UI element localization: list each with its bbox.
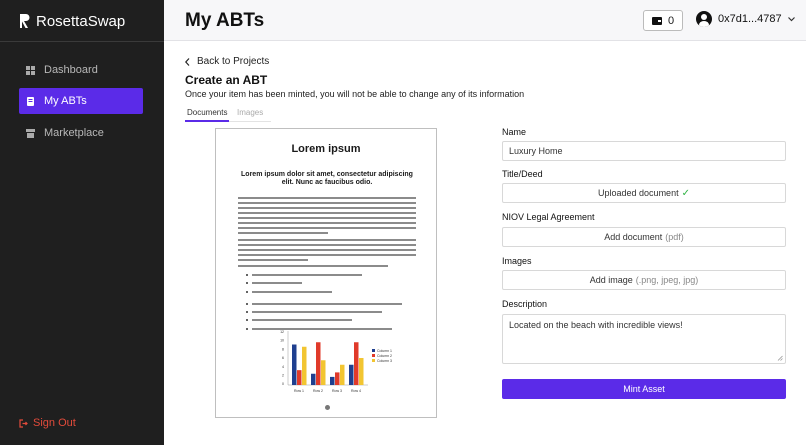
chart-y-tick-label: 12 [280,330,284,334]
text-line [252,291,332,293]
wallet-button[interactable] [643,10,683,31]
avatar-icon [696,11,712,27]
chart-x-tick-label: Row 1 [294,389,304,393]
name-label: Name [502,127,527,137]
bullet-icon [246,303,248,305]
images-upload-button[interactable] [502,270,786,290]
sidebar-item-label: My ABTs [44,95,87,107]
text-line [238,212,416,214]
text-line [252,282,302,284]
text-line [238,207,416,209]
sign-out-button[interactable] [19,417,76,429]
account-menu[interactable] [696,11,795,27]
grid-icon [26,66,35,75]
chevron-down-icon [788,17,795,22]
text-line [238,202,416,204]
chart-x-tick-label: Row 2 [313,389,323,393]
chart-y-tick-label: 10 [280,338,284,343]
legend-swatch [372,359,375,362]
preview-chart [276,329,396,397]
images-button-label: Add image [589,275,633,285]
name-input-value: Luxury Home [509,146,563,156]
chart-y-tick-label: 4 [282,364,284,369]
text-line [238,249,416,251]
text-line [238,217,416,219]
resize-grip-icon[interactable] [777,355,783,361]
sign-out-label: Sign Out [33,417,76,429]
chevron-left-icon [185,58,190,66]
text-line [252,319,352,321]
text-line [238,239,416,241]
text-line [238,244,416,246]
page-indicator-dot[interactable] [325,405,330,410]
rosettaswap-logo-icon [19,13,30,29]
tab-documents[interactable]: Documents [187,108,228,117]
description-textarea[interactable] [502,314,786,364]
document-preview [215,128,437,418]
bullet-icon [246,291,248,293]
chart-bar [302,347,307,385]
section-heading: Create an ABT [185,73,268,87]
back-link-label: Back to Projects [197,56,270,67]
chart-bar [292,345,297,386]
text-line [238,265,388,267]
images-button-hint: (.png, jpeg, jpg) [635,275,699,285]
text-line [238,232,328,234]
text-line [238,227,416,229]
sidebar-item-dashboard[interactable] [19,57,143,83]
legend-swatch [372,354,375,357]
legend-label: Column 2 [377,353,392,358]
text-line [238,222,416,224]
brand-name: RosettaSwap [36,12,126,30]
sidebar-item-my-abts[interactable] [19,88,143,114]
bullet-icon [246,282,248,284]
chart-bar [349,365,354,385]
bullet-icon [246,274,248,276]
chart-bar [359,358,364,385]
chart-y-tick-label: 8 [282,347,284,352]
wallet-icon [652,16,662,25]
preview-title: Lorem ipsum [291,143,361,155]
chart-bar [330,377,335,385]
chart-bar [354,342,359,385]
account-address: 0x7d1...4787 [718,13,782,25]
name-input[interactable] [502,141,786,161]
legend-label: Column 1 [377,348,392,353]
chart-bar [311,374,316,385]
brand[interactable] [19,10,125,32]
top-bar [164,0,806,41]
tab-bar [185,106,271,122]
bullet-icon [246,311,248,313]
wallet-count: 0 [667,14,675,27]
checkmark-icon: ✓ [681,187,690,199]
sign-out-icon [19,419,28,428]
sidebar-item-marketplace[interactable] [19,120,143,146]
preview-lead: Lorem ipsum dolor sit amet, consectetur adipiscing elit. Nunc ac faucibus odio. [241,171,413,186]
chart-bar [335,372,340,385]
title-deed-upload-button[interactable] [502,183,786,203]
back-link[interactable] [185,56,269,67]
tab-images[interactable]: Images [237,108,264,117]
text-line [238,254,416,256]
text-line [238,259,308,261]
chart-x-tick-label: Row 4 [351,389,361,393]
text-line [252,303,402,305]
legend-swatch [372,349,375,352]
chart-y-tick-label: 6 [282,356,284,361]
chart-y-tick-label: 0 [282,382,284,387]
text-line [252,274,362,276]
description-label: Description [502,299,548,309]
chart-bar [340,365,345,385]
title-deed-label: Title/Deed [502,169,543,179]
sidebar-item-label: Marketplace [44,127,104,139]
chart-bar [297,370,302,385]
legend-label: Column 3 [377,358,392,363]
text-line [252,311,382,313]
text-line [238,197,416,199]
chart-y-tick-label: 2 [282,373,284,378]
chart-bar [321,360,326,385]
sidebar-item-label: Dashboard [44,64,98,76]
store-icon [26,129,35,138]
description-value: Located on the beach with incredible views! [509,320,683,330]
sidebar [0,0,164,445]
legal-agreement-upload-button[interactable] [502,227,786,247]
mint-asset-button[interactable]: Mint Asset [502,379,786,399]
chart-x-tick-label: Row 3 [332,389,342,393]
document-icon [26,97,35,106]
sidebar-divider [0,41,164,42]
bullet-icon [246,319,248,321]
legal-button-label: Add document [604,232,663,242]
title-deed-button-label: Uploaded document [598,188,679,198]
legal-button-hint: (pdf) [665,232,684,242]
bullet-icon [246,328,248,330]
active-tab-indicator [185,120,229,122]
section-subheading: Once your item has been minted, you will not be able to change any of its information [185,89,525,99]
chart-bar [316,342,321,385]
page-title: My ABTs [185,10,265,31]
legal-agreement-label: NIOV Legal Agreement [502,212,595,222]
images-label: Images [502,256,532,266]
